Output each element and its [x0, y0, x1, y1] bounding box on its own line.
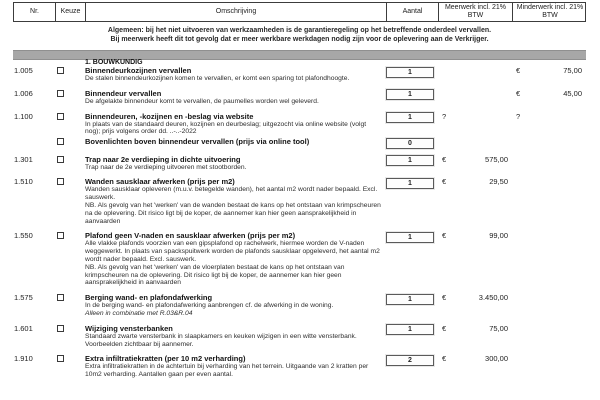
minderwerk-cell: [512, 89, 586, 99]
table-row: [13, 231, 586, 287]
row-description: Extra infiltratiekratten in de achtertuin bij verharding van het terrein. Uitgaande van 2 kratten per 10m2 verharding. Aantallen gaan per even aantal.: [85, 363, 369, 379]
currency-symbol: €: [442, 354, 447, 364]
general-note-line1: Algemeen: bij het niet uitvoeren van werkzaamheden is de garantieregeling op het betreffende onderdeel vervallen.: [107, 27, 492, 34]
row-title: Trap naar 2e verdieping in dichte uitvoering: [85, 154, 241, 164]
row-description: Standaard zwarte vensterbank in slaapkamers en keuken wijzigen in een witte vensterbank. Voorbeelden zichtbaar bij aannemer.: [85, 332, 357, 348]
row-number: 1.005: [14, 66, 33, 75]
minderwerk-amount: 45,00: [563, 88, 582, 98]
minderwerk-cell: [512, 112, 586, 122]
row-description: De afgelakte binnendeur komt te vervallen, de paumelles worden wel geleverd.: [85, 97, 319, 105]
row-description: In de berging wand- en plafondafwerking aanbrengen cf. de afwerking in de woning.: [85, 302, 334, 310]
meerwerk-amount: 3.450,00: [478, 293, 508, 303]
row-title: Binnendeur vervallen: [85, 88, 162, 98]
aantal-input[interactable]: 2: [386, 355, 434, 366]
table-row: [13, 324, 586, 349]
keuze-checkbox[interactable]: [57, 90, 64, 97]
subrow-title: Bovenlichten boven binnendeur vervallen (prijs via online tool): [85, 137, 310, 147]
currency-symbol: €: [442, 154, 447, 164]
row-title: Binnendeuren, -kozijnen en -beslag via website: [85, 111, 254, 121]
currency-symbol: €: [516, 66, 521, 75]
row-description: Wanden sausklaar opleveren (m.u.v. betegelde wanden), het aantal m2 wordt nader bepaald. Excl. sauswerk.: [85, 186, 378, 202]
row-number: 1.601: [14, 323, 33, 333]
meerwerk-amount: 99,00: [489, 231, 508, 241]
row-title: Binnendeurkozijnen vervallen: [85, 66, 192, 75]
aantal-input[interactable]: 1: [386, 155, 434, 166]
row-title: Plafond geen V-naden en sausklaar afwerken (prijs per m2): [85, 231, 296, 241]
table-row: [13, 155, 586, 172]
row-condition-note: Alleen in combinatie met R.03&R.04: [85, 310, 193, 318]
meerwerk-amount: 575,00: [485, 154, 508, 164]
keuze-checkbox[interactable]: [57, 138, 64, 145]
aantal-input[interactable]: 1: [386, 294, 434, 305]
aantal-input[interactable]: 0: [386, 138, 434, 149]
row-description-nb: NB. Als gevolg van het 'werken' van de vloerplaten bestaat de kans op het ontstaan van krimpscheuren na de oplevering. Dit risico ligt bij de koper, de aannemer kan hier geen aansprakelijkheid in aanvaarden: [85, 263, 345, 287]
general-note: [13, 27, 586, 44]
keuze-checkbox[interactable]: [57, 178, 64, 185]
table-row: [13, 293, 586, 318]
aantal-input[interactable]: 1: [386, 178, 434, 189]
meerwerk-cell: [438, 354, 512, 364]
meerwerk-amount: 29,50: [489, 177, 508, 187]
section-header-bouwkundig: [13, 50, 586, 66]
row-number: 1.910: [14, 354, 33, 364]
row-number: 1.006: [14, 88, 33, 98]
table-row: [13, 112, 586, 137]
minderwerk-cell: [512, 66, 586, 76]
row-description: Trap naar de 2e verdieping uitvoeren met stootborden.: [85, 163, 247, 171]
meerwerk-amount: 300,00: [485, 354, 508, 364]
currency-symbol: €: [442, 231, 447, 241]
keuze-checkbox[interactable]: [57, 67, 64, 74]
table-row: [13, 354, 586, 379]
table-header: [13, 2, 586, 22]
keuze-checkbox[interactable]: [57, 113, 64, 120]
keuze-checkbox[interactable]: [57, 294, 64, 301]
row-number: 1.575: [14, 293, 33, 303]
meerwerk-cell: [438, 293, 512, 303]
row-title: Extra infiltratiekratten (per 10 m2 verharding): [85, 354, 246, 364]
table-row: [13, 89, 586, 106]
row-number: 1.100: [14, 111, 33, 121]
keuze-checkbox[interactable]: [57, 156, 64, 163]
meerwerk-cell: [438, 324, 512, 334]
row-title: Wijziging vensterbanken: [85, 323, 173, 333]
meerwerk-cell: [438, 177, 512, 187]
aantal-input[interactable]: 1: [386, 89, 434, 100]
keuze-checkbox[interactable]: [57, 325, 64, 332]
table-row: [13, 66, 586, 83]
row-number: 1.510: [14, 177, 33, 187]
column-header-omschrijving: Omschrijving: [86, 3, 387, 21]
meerwerk-amount: 75,00: [489, 323, 508, 333]
row-description: De stalen binnendeurkozijnen komen te vervallen, er komt een sparing tot plafondhoogte.: [85, 75, 350, 82]
minderwerk-unknown: ?: [516, 111, 521, 121]
currency-symbol: €: [442, 177, 447, 187]
aantal-input[interactable]: 1: [386, 324, 434, 335]
meerwerk-unknown: ?: [442, 111, 447, 121]
row-description: Alle vlakke plafonds voorzien van een gipsplafond op rachelwerk, hiermee worden de V-naden weggewerkt. In plaats van spackspuitwerk worden de plafonds sausklaar opgeleverd, het aantal m2 wordt nader bepaald. Excl. sauswerk.: [85, 240, 380, 264]
aantal-input[interactable]: 1: [386, 112, 434, 123]
currency-symbol: €: [516, 88, 521, 98]
meerwerk-cell: [438, 231, 512, 241]
row-description-nb: NB. Als gevolg van het 'werken' van de wanden bestaat de kans op het ontstaan van krimpscheuren na de oplevering. Dit risico ligt bij de koper, de aannemer kan hier geen aansprakelijkheid in aanvaarden: [85, 202, 381, 225]
currency-symbol: €: [442, 293, 447, 303]
column-header-keuze: Keuze: [56, 3, 86, 21]
column-header-minderwerk: Minderwerk incl. 21% BTW: [516, 4, 584, 19]
aantal-input[interactable]: 1: [386, 232, 434, 243]
table-subrow: [13, 137, 586, 149]
row-description: In plaats van de standaard deuren, kozijnen en deurbeslag; uitgezocht via online website (volgt nog); prijs volgens order dd. ..-..-2022: [85, 120, 367, 136]
meerwerk-cell: [438, 155, 512, 165]
row-title: Berging wand- en plafondafwerking: [85, 293, 213, 303]
column-header-meerwerk: Meerwerk incl. 21% BTW: [439, 3, 513, 21]
general-note-line2: Bij meerwerk heeft dit tot gevolg dat er meer werkbare werkdagen nodig zijn voor de oplevering aan de Verkrijger.: [110, 35, 489, 43]
meerwerk-cell: [438, 112, 512, 122]
aantal-input[interactable]: 1: [386, 67, 434, 78]
column-header-aantal: Aantal: [387, 3, 439, 21]
minderwerk-amount: 75,00: [563, 66, 582, 75]
row-number: 1.550: [14, 231, 33, 241]
column-header-nr: Nr.: [14, 3, 56, 21]
table-row: [13, 177, 586, 225]
currency-symbol: €: [442, 323, 447, 333]
keuze-checkbox[interactable]: [57, 355, 64, 362]
row-title: Wanden sausklaar afwerken (prijs per m2): [85, 177, 235, 187]
worksheet: [13, 2, 586, 379]
section-title: 1. BOUWKUNDIG: [85, 59, 143, 66]
keuze-checkbox[interactable]: [57, 232, 64, 239]
row-number: 1.301: [14, 154, 33, 164]
